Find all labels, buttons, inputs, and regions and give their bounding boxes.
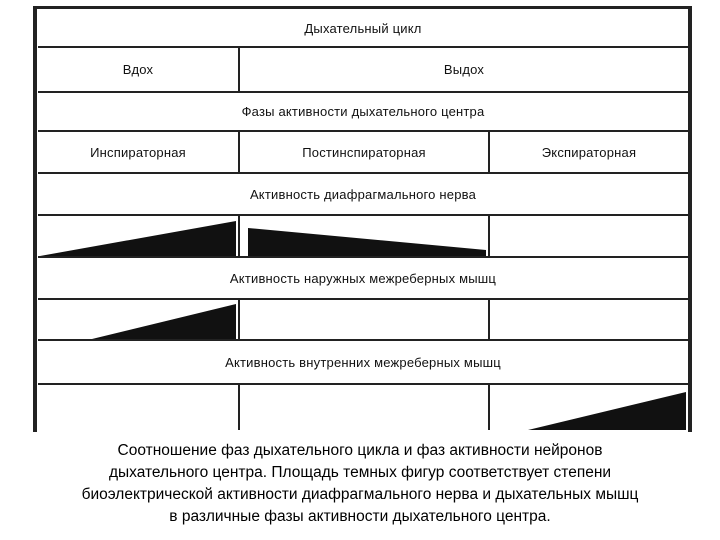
center-phases-header: Фазы активности дыхательного центра bbox=[241, 104, 485, 119]
row-label-internal-intercostal: Активность внутренних межреберных мышц bbox=[225, 354, 501, 370]
row-label-external-intercostal: Активность наружных межреберных мышц bbox=[229, 270, 497, 286]
center-phase-expiratory: Экспираторная bbox=[541, 144, 637, 160]
caption-line: Соотношение фаз дыхательного цикла и фаз активности нейронов bbox=[117, 442, 603, 459]
caption-line: биоэлектрической активности диафрагмального нерва и дыхательных мышц bbox=[81, 486, 639, 503]
row-label-phrenic-nerve: Активность диафрагмального нерва bbox=[249, 186, 477, 202]
figure-caption bbox=[0, 440, 720, 528]
center-phase-postinspiratory: Постинспираторная bbox=[302, 144, 426, 160]
caption-line: в различные фазы активности дыхательного центра. bbox=[169, 508, 551, 525]
phrenic-inspiratory-ramp bbox=[40, 221, 236, 256]
caption-line: дыхательного центра. Площадь темных фигур соответствует степени bbox=[108, 464, 612, 481]
phase-inhale: Вдох bbox=[122, 62, 154, 77]
external-intercostal-inspiratory-ramp bbox=[92, 304, 236, 339]
cycle-title: Дыхательный цикл bbox=[304, 20, 422, 36]
center-phase-inspiratory: Инспираторная bbox=[90, 144, 186, 160]
phase-exhale: Выдох bbox=[443, 62, 485, 77]
phrenic-postinspiratory-decline bbox=[248, 228, 486, 256]
internal-intercostal-expiratory-ramp bbox=[528, 392, 686, 430]
